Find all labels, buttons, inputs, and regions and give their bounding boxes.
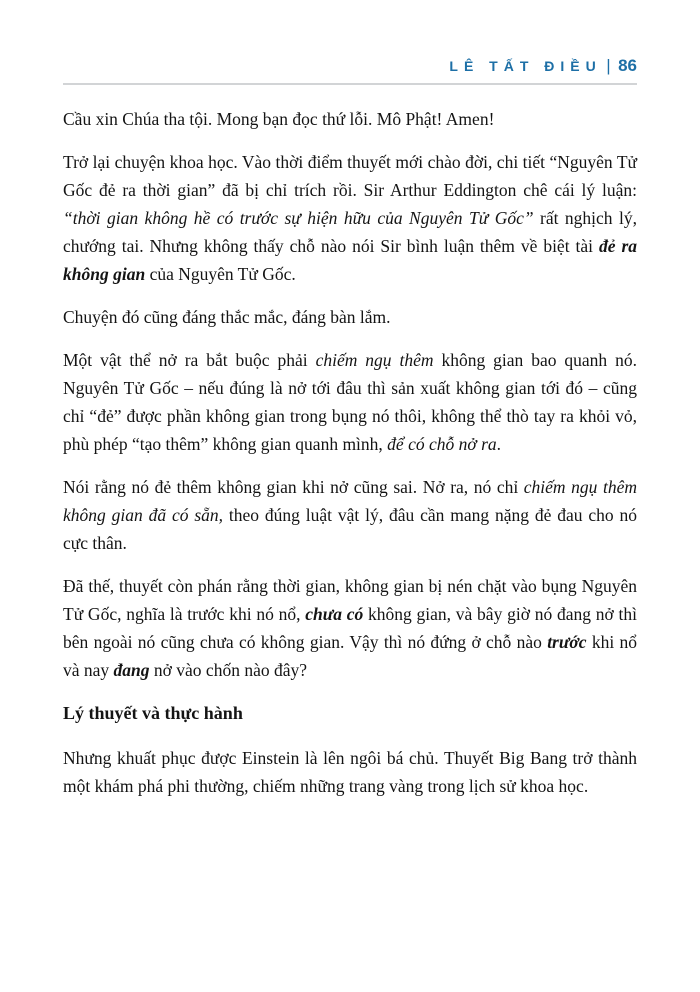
text-run: chiếm ngụ thêm — [315, 350, 434, 370]
text-run: rất nghịch lý, chướng tai. Nhưng không thấy chỗ nào nói Sir bình luận thêm về biệt tài — [63, 208, 637, 256]
text-run: không gian, và bây giờ nó đang nở thì bên ngoài nó cũng chưa có không gian. Vậy thì nó đứng ở chỗ nào — [63, 604, 637, 652]
header-page-number: 86 — [618, 56, 637, 75]
text-run: Đã thế, thuyết còn phán rằng thời gian, không gian bị nén chặt vào bụng Nguyên Tử Gốc, nghĩa là trước khi nó nổ, — [63, 576, 637, 624]
paragraph — [63, 572, 637, 684]
text-run: theo đúng luật vật lý, đâu cần mang nặng đẻ đau cho nó cực thân. — [63, 505, 637, 553]
paragraph — [63, 346, 637, 458]
text-run: khi nổ và nay — [63, 632, 637, 680]
paragraph — [63, 303, 637, 331]
paragraph — [63, 148, 637, 288]
text-run: của Nguyên Tử Gốc. — [145, 264, 296, 284]
text-run: trước — [547, 632, 587, 652]
header-separator: | — [606, 56, 611, 75]
section-heading — [63, 699, 637, 727]
document-body — [63, 85, 637, 800]
text-run: đẻ ra không gian — [63, 236, 637, 284]
page-header — [63, 56, 637, 85]
paragraph — [63, 473, 637, 557]
text-run: để có chỗ nở ra — [387, 434, 497, 454]
text-run: Chuyện đó cũng đáng thắc mắc, đáng bàn lắm. — [63, 307, 391, 327]
text-run: Nói rằng nó đẻ thêm không gian khi nở cũng sai. Nở ra, nó chỉ — [63, 477, 524, 497]
text-run: chiếm ngụ thêm không gian đã có sẵn, — [63, 477, 637, 525]
paragraph — [63, 105, 637, 133]
text-run: “thời gian không hề có trước sự hiện hữu của Nguyên Tử Gốc” — [63, 208, 534, 228]
text-run: Nhưng khuất phục được Einstein là lên ngôi bá chủ. Thuyết Big Bang trở thành một khám phá phi thường, chiếm những trang vàng trong lịch sử khoa học. — [63, 748, 637, 796]
text-run: . — [496, 434, 501, 454]
text-run: nở vào chốn nào đây? — [149, 660, 307, 680]
text-run: chưa có — [305, 604, 364, 624]
text-run: đang — [113, 660, 150, 680]
text-run: Lý thuyết và thực hành — [63, 703, 243, 723]
text-run: Một vật thể nở ra bắt buộc phải — [63, 350, 316, 370]
paragraph — [63, 744, 637, 800]
text-run: Cầu xin Chúa tha tội. Mong bạn đọc thứ lỗi. Mô Phật! Amen! — [63, 109, 495, 129]
header-author: LÊ TẤT ĐIỀU — [449, 58, 602, 74]
text-run: Trở lại chuyện khoa học. Vào thời điểm thuyết mới chào đời, chi tiết “Nguyên Tử Gốc đẻ ra thời gian” đã bị chỉ trích rồi. Sir Arthur Eddington chê cái lý luận: — [63, 152, 637, 200]
text-run: không gian bao quanh nó. Nguyên Tử Gốc – nếu đúng là nở tới đâu thì sản xuất không gian tới đó – cũng chỉ “đẻ” được phần không gian trong bụng nó thôi, không thể thò tay ra khỏi vỏ, phù phép “tạo thêm” không gian quanh mình, — [63, 350, 637, 454]
